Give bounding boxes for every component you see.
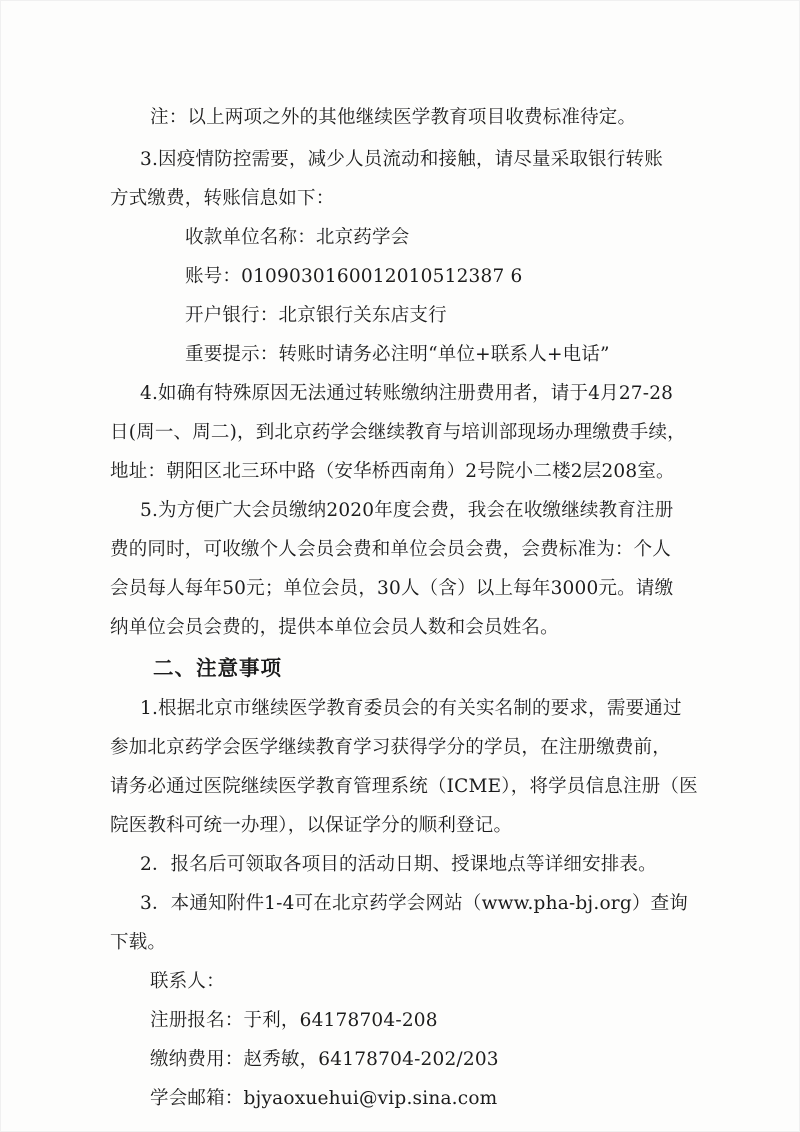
item-5-membership-fee: 5.为方便广大会员缴纳2020年度会费，我会在收缴继续教育注册 [140,500,674,521]
contact-payment: 缴纳费用：赵秀敏，64178704-202/203 [150,1049,499,1070]
notes-item-3-attachments: 3．本通知附件1-4可在北京药学会网站（www.pha-bj.org）查询 [140,893,688,914]
item-5-fee-amounts: 会员每人每年50元；单位会员，30人（含）以上每年3000元。请缴 [110,578,674,599]
notes-item-2-schedule: 2．报名后可领取各项目的活动日期、授课地点等详细安排表。 [140,854,657,875]
item-5-unit-member-info: 纳单位会员会费的，提供本单位会员人数和会员姓名。 [110,617,559,638]
item-5-membership-fee-cont: 费的同时，可收缴个人会员会费和单位会员会费，会费标准为：个人 [110,539,672,560]
item-3-bank-transfer-cont: 方式缴费，转账信息如下： [110,188,335,209]
item-4-onsite-payment: 4.如确有特殊原因无法通过转账缴纳注册费用者，请于4月27-28 [140,383,674,404]
section-heading-notes: 二、注意事项 [153,656,282,680]
notes-item-1-cont: 参加北京药学会医学继续教育学习获得学分的学员，在注册缴费前， [110,737,672,758]
contact-email: 学会邮箱：bjyaoxuehui@vip.sina.com [150,1088,498,1109]
transfer-important-tip: 重要提示：转账时请务必注明“单位+联系人+电话” [185,344,610,365]
notes-item-3-download: 下载。 [110,932,167,953]
notes-item-1-icme: 请务必通过医院继续医学教育管理系统（ICME），将学员信息注册（医 [110,776,698,797]
bank-branch: 开户银行：北京银行关东店支行 [185,305,447,326]
notes-item-1-real-name: 1.根据北京市继续医学教育委员会的有关实名制的要求，需要通过 [140,698,682,719]
contact-registration: 注册报名：于利，64178704-208 [150,1010,438,1031]
notes-item-1-credit: 院医教科可统一办理），以保证学分的顺利登记。 [110,815,513,836]
item-4-address: 地址：朝阳区北三环中路（安华桥西南角）2号院小二楼2层208室。 [110,461,675,482]
item-3-bank-transfer: 3.因疫情防控需要，减少人员流动和接触，请尽量采取银行转账 [140,149,663,170]
item-4-onsite-payment-cont: 日(周一、周二)，到北京药学会继续教育与培训部现场办理缴费手续， [110,422,686,443]
account-number: 账号：0109030160012010512387 6 [185,266,523,287]
payee-name: 收款单位名称：北京药学会 [185,227,410,248]
contacts-label: 联系人： [150,971,225,992]
note-fee-standard-pending: 注：以上两项之外的其他继续医学教育项目收费标准待定。 [150,107,637,128]
